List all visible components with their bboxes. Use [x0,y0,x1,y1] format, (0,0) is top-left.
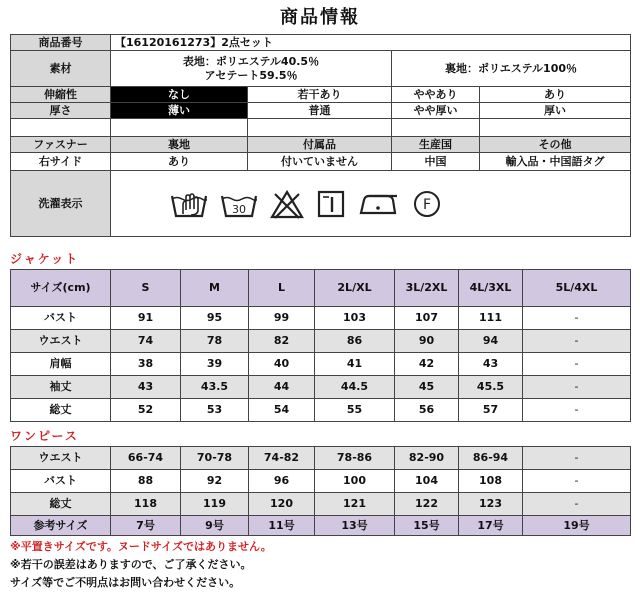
cell: - [523,353,631,376]
ref-size: 11号 [249,516,315,536]
wash-label: 洗濯表示 [11,171,111,237]
cell: 74-82 [249,447,315,470]
cell: 70-78 [181,447,249,470]
table-row [11,353,631,376]
cell: 118 [111,493,181,516]
cell: 82-90 [395,447,459,470]
reference-size-row [11,516,631,536]
empty-cell [392,119,480,137]
side-label: 右サイド [11,153,111,171]
cell: 86-94 [459,447,523,470]
material-row [11,51,631,87]
note-tolerance: ※若干の誤差はありますので、ご了承ください。 [10,558,252,571]
thickness-option: 普通 [248,103,392,119]
cell: 92 [181,470,249,493]
table-row [11,493,631,516]
size-header: 4L/3XL [459,270,523,307]
material-label: 素材 [11,51,111,87]
cell: - [523,330,631,353]
cell: 74 [111,330,181,353]
note-flat-size: ※平置きサイズです。ヌードサイズではありません。 [10,540,272,553]
material-lining: 裏地：ポリエステル100％ [392,51,631,87]
cell: - [523,307,631,330]
ref-size: 13号 [315,516,395,536]
size-header: L [249,270,315,307]
cell: 56 [395,399,459,422]
cell: 111 [459,307,523,330]
stretch-option: あり [480,87,631,103]
empty-cell [480,119,631,137]
wash-row [11,171,631,237]
cell: 86 [315,330,395,353]
cell: 52 [111,399,181,422]
ref-size: 19号 [523,516,631,536]
cell: 42 [395,353,459,376]
table-row [11,330,631,353]
jacket-header-row [11,270,631,307]
cell: 55 [315,399,395,422]
material-outer-line1: 表地：ポリエステル40.5％ [182,54,320,68]
empty-cell [248,119,392,137]
item-number-value: 【16120161273】2点セット [111,35,631,51]
cell: 40 [249,353,315,376]
ref-size: 9号 [181,516,249,536]
wash-temp-label: 30 [232,202,246,216]
jacket-section-title: ジャケット [10,252,80,266]
cell: 91 [111,307,181,330]
cell: - [523,399,631,422]
material-outer [111,51,392,87]
cell: 103 [315,307,395,330]
empty-cell [11,119,111,137]
side-row [11,153,631,171]
table-row [11,447,631,470]
fastener-header: 生産国 [392,137,480,153]
stretch-option: なし [111,87,248,103]
cell: 108 [459,470,523,493]
onepiece-size-table [10,446,631,536]
wash-30-icon [219,188,259,220]
material-outer-line2: アセテート59.5％ [204,68,298,82]
cell: 45.5 [459,376,523,399]
size-label: サイズ(cm) [11,270,111,307]
side-value: 輸入品・中国語タグ [480,153,631,171]
fastener-row [11,137,631,153]
cell: 120 [249,493,315,516]
cell: 78 [181,330,249,353]
cell: 38 [111,353,181,376]
cell: 45 [395,376,459,399]
row-label: ウエスト [11,447,111,470]
fastener-header: 付属品 [248,137,392,153]
cell: 94 [459,330,523,353]
onepiece-section-title: ワンピース [10,429,79,443]
fastener-header: その他 [480,137,631,153]
table-row [11,307,631,330]
table-row [11,376,631,399]
line-dry-icon [315,188,347,220]
cell: - [523,447,631,470]
stretch-option: 若干あり [248,87,392,103]
table-row [11,470,631,493]
no-bleach-icon [269,188,305,220]
cell: 107 [395,307,459,330]
row-label: 肩幅 [11,353,111,376]
size-header: 3L/2XL [395,270,459,307]
care-symbol-list [111,171,630,236]
cell: 78-86 [315,447,395,470]
cell: 57 [459,399,523,422]
size-header: 5L/4XL [523,270,631,307]
thickness-row [11,103,631,119]
cell: 95 [181,307,249,330]
ref-size: 17号 [459,516,523,536]
cell: 43 [111,376,181,399]
product-info-table [10,34,631,237]
cell: 104 [395,470,459,493]
cell: 82 [249,330,315,353]
side-value: 中国 [392,153,480,171]
ref-size-label: 参考サイズ [11,516,111,536]
side-value: あり [111,153,248,171]
table-row [11,399,631,422]
row-label: 総丈 [11,493,111,516]
stretch-option: ややあり [392,87,480,103]
row-label: バスト [11,307,111,330]
cell: 39 [181,353,249,376]
page-title: 商品情報 [280,7,360,28]
row-label: バスト [11,470,111,493]
row-label: ウエスト [11,330,111,353]
dry-clean-letter: F [422,196,432,213]
stretch-row [11,87,631,103]
cell: 90 [395,330,459,353]
fastener-label: ファスナー [11,137,111,153]
cell: - [523,493,631,516]
cell: 122 [395,493,459,516]
ref-size: 7号 [111,516,181,536]
note-inquiry: サイズ等でご不明点はお問い合わせください。 [10,576,241,589]
item-number-label: 商品番号 [11,35,111,51]
cell: 44 [249,376,315,399]
spacer-row [11,119,631,137]
size-header: M [181,270,249,307]
thickness-option: 薄い [111,103,248,119]
thickness-option: 厚い [480,103,631,119]
cell: - [523,376,631,399]
row-label: 袖丈 [11,376,111,399]
thickness-option: やや厚い [392,103,480,119]
cell: 54 [249,399,315,422]
cell: 41 [315,353,395,376]
cell: 100 [315,470,395,493]
cell: 53 [181,399,249,422]
dry-clean-f-icon [411,188,443,220]
cell: 121 [315,493,395,516]
fastener-header: 裏地 [111,137,248,153]
empty-cell [111,119,248,137]
hand-wash-icon [169,188,209,220]
jacket-size-table [10,269,631,422]
cell: 96 [249,470,315,493]
iron-low-icon [357,188,401,220]
side-value: 付いていません [248,153,392,171]
size-header: 2L/XL [315,270,395,307]
size-header: S [111,270,181,307]
ref-size: 15号 [395,516,459,536]
cell: 66-74 [111,447,181,470]
item-number-row [11,35,631,51]
cell: 43 [459,353,523,376]
stretch-label: 伸縮性 [11,87,111,103]
cell: 99 [249,307,315,330]
thickness-label: 厚さ [11,103,111,119]
cell: 119 [181,493,249,516]
row-label: 総丈 [11,399,111,422]
cell: 43.5 [181,376,249,399]
cell: - [523,470,631,493]
cell: 88 [111,470,181,493]
care-symbols [111,171,631,237]
cell: 44.5 [315,376,395,399]
cell: 123 [459,493,523,516]
